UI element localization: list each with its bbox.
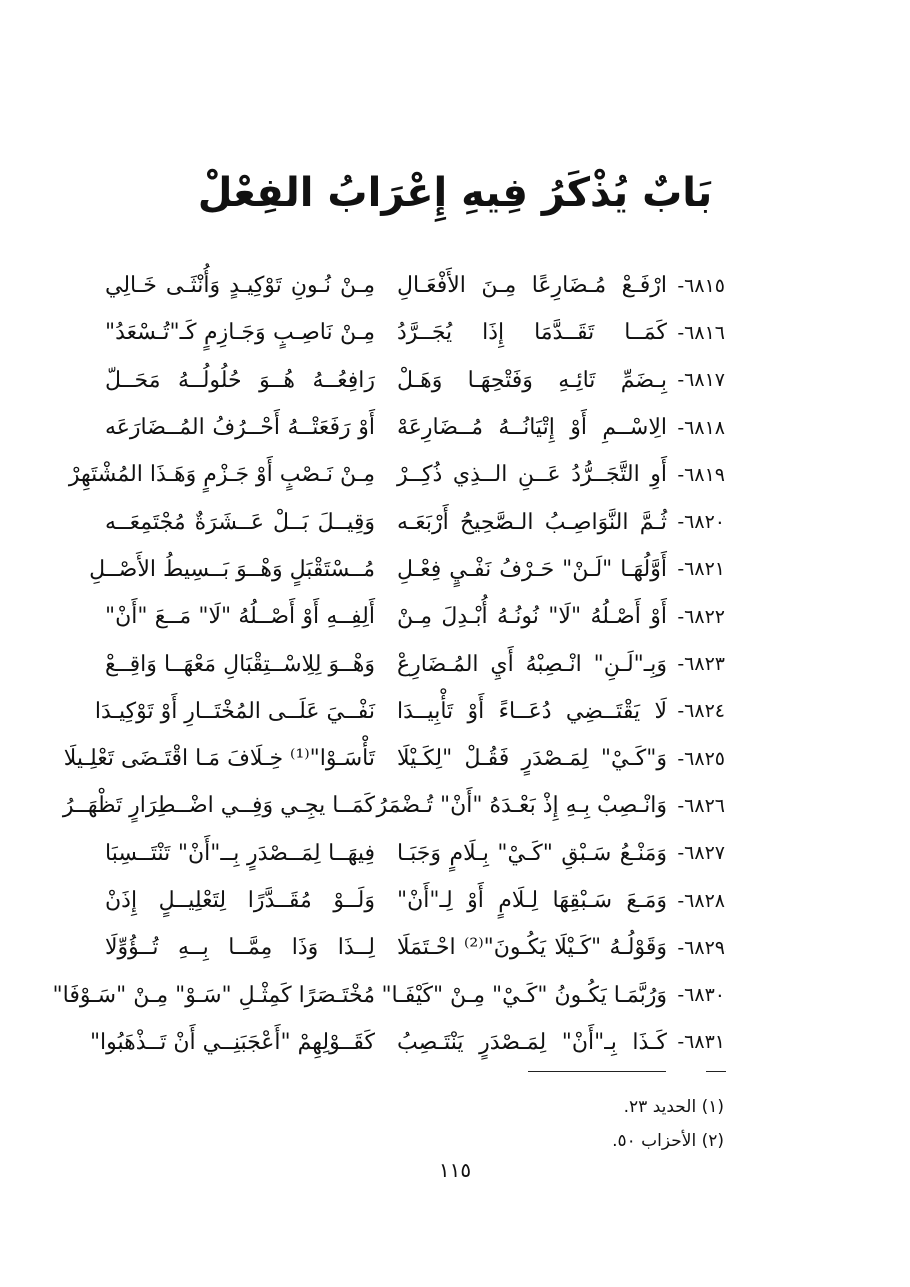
verse-first-hemistich: أَوْ أَصْـلُهُ "لَا" نُونُـهُ أُبْـدِلَ مِـنْ	[397, 604, 667, 630]
verse-number: ٦٨٢٧-	[677, 842, 725, 865]
verse-line	[52, 971, 725, 1018]
verse-number: ٦٨٢٠-	[677, 511, 725, 534]
verse-first-hemistich: وَ"كَـيْ" لِمَـصْدَرٍ فَقُـلْ "لِكَـيْلَا	[397, 746, 667, 772]
verse-first-hemistich: وَبِـ"لَـنِ" انْـصِبْهُ أَيِ المُـضَارِعْ	[397, 651, 667, 677]
verse-first-hemistich: وَقَوْلُـهُ "كَـيْلَا يَكُـونَ"⁽²⁾ احْـتَمَلَا	[397, 935, 667, 961]
verse-number: ٦٨٢١-	[677, 558, 725, 581]
verse-line	[105, 640, 725, 687]
verse-second-hemistich: وَقِيــلَ بَــلْ عَــشَرَةٌ مُجْتَمِعَــه	[105, 509, 375, 535]
verse-line	[62, 782, 725, 829]
verse-first-hemistich: كَمَــا تَقَــدَّمَا إِذَا يُجَــرَّدُ	[397, 320, 667, 346]
verse-line	[63, 735, 725, 782]
verse-number: ٦٨٣٠-	[677, 984, 725, 1007]
footnote-separator	[528, 1071, 666, 1072]
verse-first-hemistich: ارْفَـعْ مُـضَارِعًا مِـنَ الأَفْعَـالِ	[397, 273, 667, 299]
verse-line	[105, 404, 725, 451]
verse-number: ٦٨٢٥-	[677, 747, 725, 770]
verse-number: ٦٨١٨-	[677, 416, 725, 439]
verse-first-hemistich: بِـضَمِّ تَائِـهِ وَفَتْحِهَـا وَهَـلْ	[397, 367, 667, 393]
verse-number: ٦٨٢٢-	[677, 605, 725, 628]
footnote-2: (٢) الأحزاب ٥٠.	[612, 1131, 724, 1151]
verse-second-hemistich: نَفْــيَ عَلَــى المُخْتَــارِ أَوْ تَوْكِيـدَا	[94, 698, 375, 724]
page-number: ١١٥	[438, 1158, 472, 1182]
verse-second-hemistich: وَهْــوَ لِلِاسْــتِقْبَالِ مَعْهَــا وَاقِــعْ	[105, 651, 375, 677]
verse-line	[94, 688, 725, 735]
verse-second-hemistich: لِــذَا وَذَا مِمَّــا بِــهِ تُــؤُوِّلَا	[105, 935, 375, 961]
verse-second-hemistich: أَوْ رَفَعَتْــهُ أَحْــرُفُ المُــضَارَعَه	[105, 415, 375, 441]
verse-second-hemistich: كَقَــوْلِهِمْ "أَعْجَبَنِــي أَنْ تَــذْهَبُوا"	[89, 1029, 375, 1055]
verse-second-hemistich: مُــسْتَقْبَلٍ وَهْــوَ بَــسِيطُ الأَصْــلِ	[89, 556, 375, 582]
verse-number: ٦٨٢٣-	[677, 653, 725, 676]
verse-second-hemistich: مِـنْ نَاصِـبٍ وَجَـازِمٍ كَـ"تُـسْعَدُ"	[105, 320, 375, 346]
verse-second-hemistich: مِـنْ نَـصْبٍ أَوْ جَـزْمٍ وَهَـذَا المُشْتَهِرْ	[68, 462, 375, 488]
verse-line	[89, 1019, 725, 1066]
verse-list	[52, 262, 725, 1066]
verse-first-hemistich: وَمَنْـعُ سَـبْقِ "كَـيْ" بِـلَامٍ وَجَبَـا	[397, 840, 667, 866]
verse-line	[105, 924, 725, 971]
verse-first-hemistich: كَـذَا بِـ"أَنْ" لِمَـصْدَرٍ يَنْتَـصِبُ	[397, 1029, 667, 1055]
verse-second-hemistich: كَمَــا يجِـي وَفِــي اضْــطِرَارٍ تَظْهَــرُ	[62, 793, 375, 819]
chapter-title: بَابٌ يُذْكَرُ فِيهِ إِعْرَابُ الفِعْلْ	[197, 170, 713, 216]
verse-number: ٦٨٢٩-	[677, 936, 725, 959]
verse-second-hemistich: رَافِعُــهُ هُــوَ حُلُولُــهُ مَحَــلّ	[105, 367, 375, 393]
verse-number: ٦٨٢٤-	[677, 700, 725, 723]
footnotes	[612, 1090, 724, 1158]
verse-first-hemistich: أَوِ التَّجَــرُّدُ عَــنِ الــذِي ذُكِــرْ	[397, 462, 667, 488]
verse-second-hemistich: مُخْتَـصَرًا كَمِثْـلِ "سَـوْ" مِـنْ "سَـوْفَا"	[52, 982, 375, 1008]
verse-line	[105, 830, 725, 877]
verse-number: ٦٨٣١-	[677, 1031, 725, 1054]
verse-number: ٦٨١٦-	[677, 321, 725, 344]
verse-second-hemistich: وَلَــوْ مُقَــدَّرًا لِتَعْلِيــلٍ إِذَنْ	[105, 888, 375, 913]
verse-number: ٦٨١٧-	[677, 369, 725, 392]
verse-line	[105, 498, 725, 545]
verse-line	[105, 309, 725, 356]
verse-first-hemistich: وَانْـصِبْ بِـهِ إِذْ بَعْـدَهُ "أَنْ" تُـضْمَرُ	[376, 793, 667, 819]
footnote-1: (١) الحديد ٢٣.	[623, 1097, 724, 1117]
footnote-separator-short	[706, 1071, 726, 1072]
verse-line	[105, 262, 725, 309]
verse-first-hemistich: وَمَـعَ سَـبْقِهَا لِـلَامٍ أَوْ لِـ"أَنْ"	[397, 888, 667, 913]
verse-second-hemistich: تَأْسَـوْا"⁽¹⁾ خِـلَافَ مَـا اقْتَـضَى تَعْلِـيلَا	[63, 746, 375, 772]
verse-line	[68, 451, 725, 498]
verse-second-hemistich: مِـنْ نُـونِ تَوْكِيـدٍ وَأُنْثَـى خَـالِي	[105, 273, 375, 299]
verse-second-hemistich: فِيهَــا لِمَــصْدَرٍ بِــ"أَنْ" تَنْتَــسِبَا	[105, 840, 375, 866]
verse-first-hemistich: ثُـمَّ النَّوَاصِـبُ الـصَّحِيحُ أَرْبَعَـه	[397, 509, 667, 535]
verse-first-hemistich: الِاسْــمِ أَوْ إِتْيَانُــهُ مُــضَارِعَهْ	[397, 415, 667, 441]
verse-line	[89, 546, 725, 593]
verse-line	[105, 357, 725, 404]
verse-number: ٦٨١٥-	[677, 274, 725, 297]
verse-number: ٦٨١٩-	[677, 463, 725, 486]
verse-first-hemistich: وَرُبَّمَـا يَكُـونُ "كَـيْ" مِـنْ "كَيْفَـا"	[381, 982, 667, 1008]
verse-first-hemistich: لَا يَقْتَــضِي دُعَــاءً أَوْ تَأْبِيــدَا	[397, 698, 667, 724]
verse-number: ٦٨٢٨-	[677, 889, 725, 912]
verse-line	[105, 593, 725, 640]
verse-first-hemistich: أَوَّلُهَـا "لَـنْ" حَـرْفُ نَفْـيٍ فِعْـلِ	[397, 556, 667, 582]
verse-second-hemistich: أَلِفِــهِ أَوْ أَصْــلُهُ "لَا" مَــعَ "أَنْ"	[105, 604, 375, 630]
verse-number: ٦٨٢٦-	[677, 794, 725, 817]
verse-line	[105, 877, 725, 924]
